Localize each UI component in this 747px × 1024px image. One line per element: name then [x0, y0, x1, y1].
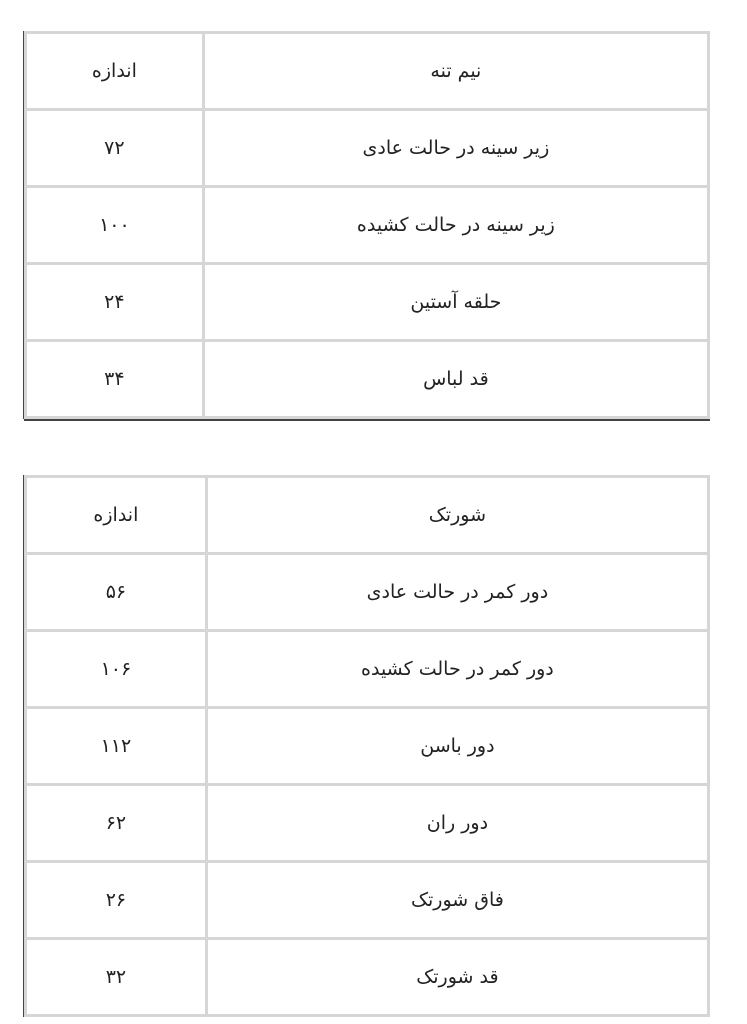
- header-value-cell: اندازه: [26, 33, 204, 110]
- row-value-cell: ۱۰۶: [26, 631, 207, 708]
- row-label-cell: قد شورتک: [206, 939, 708, 1016]
- table-row: [26, 554, 709, 631]
- row-label-cell: دور کمر در حالت عادی: [206, 554, 708, 631]
- row-value-cell: ۱۰۰: [26, 187, 204, 264]
- table-row: [26, 341, 709, 418]
- table-header-row: [26, 477, 709, 554]
- row-value-cell: ۶۲: [26, 785, 207, 862]
- table-row: [26, 785, 709, 862]
- bottom-size-table: [24, 475, 710, 1017]
- table-row: [26, 264, 709, 341]
- row-label-cell: فاق شورتک: [206, 862, 708, 939]
- header-label-cell: شورتک: [206, 477, 708, 554]
- row-label-cell: دور کمر در حالت کشیده: [206, 631, 708, 708]
- row-value-cell: ۲۶: [26, 862, 207, 939]
- table-row: [26, 110, 709, 187]
- row-value-cell: ۲۴: [26, 264, 204, 341]
- top-size-table: [24, 31, 710, 419]
- row-value-cell: ۱۱۲: [26, 708, 207, 785]
- row-value-cell: ۳۲: [26, 939, 207, 1016]
- row-label-cell: قد لباس: [203, 341, 708, 418]
- table-header-row: [26, 33, 709, 110]
- table-row: [26, 187, 709, 264]
- table-row: [26, 631, 709, 708]
- header-label-cell: نیم تنه: [203, 33, 708, 110]
- row-label-cell: زیر سینه در حالت کشیده: [203, 187, 708, 264]
- table-row: [26, 939, 709, 1016]
- row-label-cell: دور باسن: [206, 708, 708, 785]
- row-label-cell: حلقه آستین: [203, 264, 708, 341]
- row-label-cell: دور ران: [206, 785, 708, 862]
- table-row: [26, 862, 709, 939]
- header-value-cell: اندازه: [26, 477, 207, 554]
- row-value-cell: ۳۴: [26, 341, 204, 418]
- row-value-cell: ۵۶: [26, 554, 207, 631]
- row-label-cell: زیر سینه در حالت عادی: [203, 110, 708, 187]
- row-value-cell: ۷۲: [26, 110, 204, 187]
- table-row: [26, 708, 709, 785]
